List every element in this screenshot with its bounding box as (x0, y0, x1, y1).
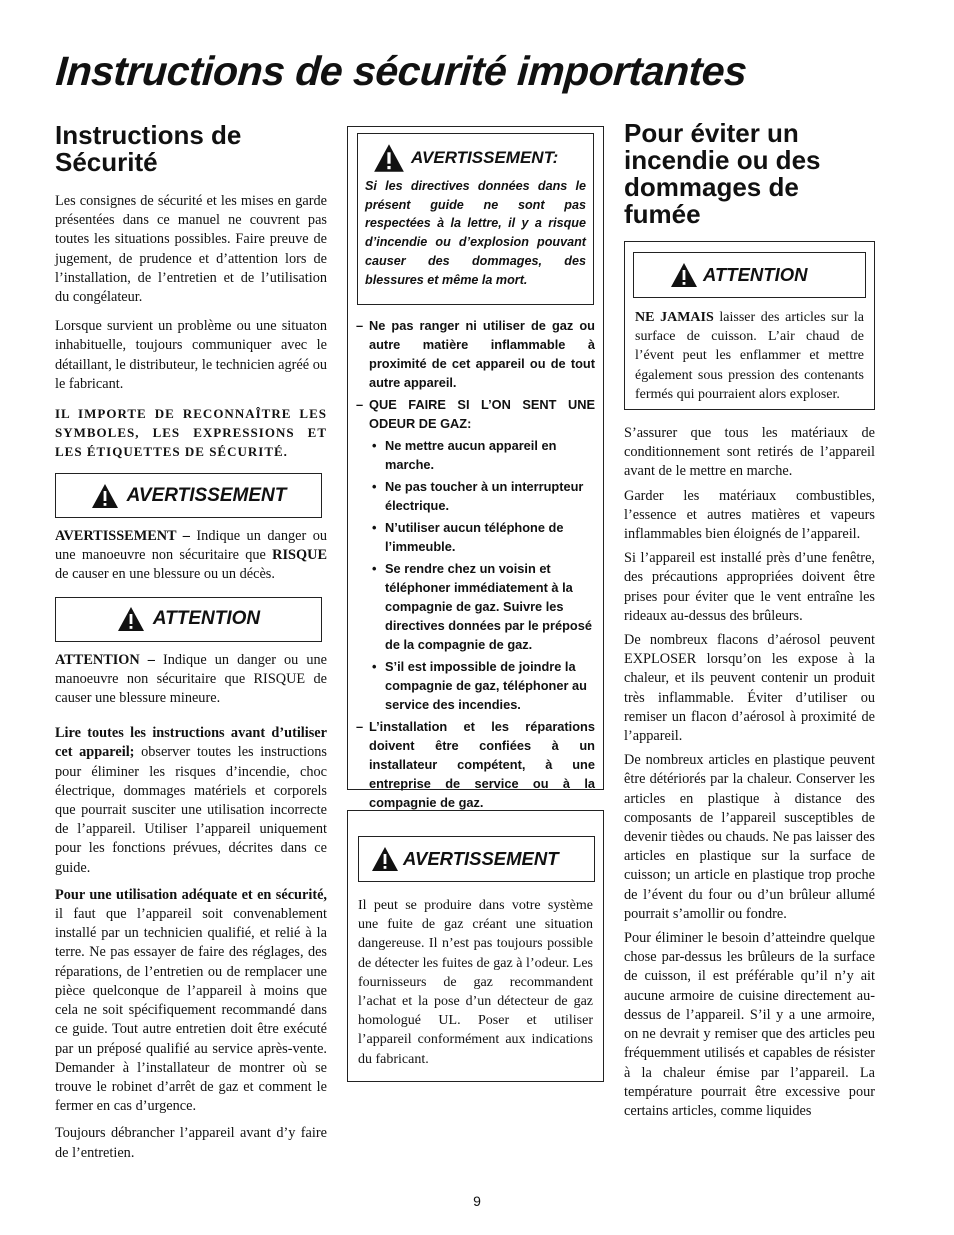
plastic-paragraph: De nombreux articles en plastique peuvent être détériorés par la chaleur. Conserver les articles en plastique à distance des composants de l’appareil susceptibles de devenir tièdes ou chauds. Ne pas laisser des articles en plastique sur la surface de cuisson; un article en plastique trop proche de l’évent du four ou d’un brûleur allumé pourrait s’amollir ou fondre. (624, 752, 875, 922)
sub-list-item: • Ne pas toucher à un interrupteur électrique. (372, 479, 584, 513)
intro-paragraph: Les consignes de sécurité et les mises en garde présentées dans ce manuel ne couvrent pas toutes les situations possibles. Faire preuve de jugement, de prudence et d’attention lors de l’installation, de l’entretien et de l’utilisation du congélateur. (55, 193, 327, 306)
sub-list-item: • S’il est impossible de joindre la compagnie de gaz, téléphoner au service des incendies. (372, 659, 587, 712)
gas-warning-label: AVERTISSEMENT: (411, 148, 559, 167)
middle-column (347, 126, 604, 1082)
attention-panel (624, 241, 875, 410)
gas-warning-inner-box (357, 133, 594, 305)
sub-list-item: • N’utiliser aucun téléphone de l’immeuble. (372, 520, 564, 554)
gas-leak-warning-panel (347, 810, 604, 1082)
attention-label-box (633, 252, 866, 298)
aerosol-paragraph: De nombreux flacons d’aérosol peuvent EXPLOSER lorsqu’on les expose à la chaleur, et ils peuvent contenir un produit très inflammable. Éviter d’utiliser ou remiser un flacon d’aérosol à proximité de l’appareil. (624, 632, 875, 745)
attention-text: NE JAMAIS laisser des articles sur la surface de cuisson. L’air chaud de l’évent peut les enflammer et mettre également sous pression des contenants fermés qui pourraient alors exploser. (635, 310, 865, 402)
combustibles-paragraph: Garder les matériaux combustibles, l’essence et autres matières et vapeurs inflammables bien éloignés de l’appareil. (624, 487, 875, 543)
problem-paragraph: Lorsque survient un problème ou une situaton inhabituelle, toujours communiquer avec le détaillant, le distributeur, le technicien agréé ou le fabricant. (55, 318, 327, 392)
warning-triangle-icon (371, 846, 399, 872)
warning-label: AVERTISSEMENT (126, 484, 287, 506)
gas-leak-warning-text: Il peut se produire dans votre système une fuite de gaz créant une situation dangereuse. Il n’est pas toujours possible de détecter les fuites de gaz à l’odeur. Les fournisseurs de gaz recommandent l’achat et la pose d’un détecteur de gaz homologué UL. Poser et utiliser l’appareil conformément aux indications du fabricant. (358, 898, 593, 1067)
sub-list-item: • Se rendre chez un voisin et téléphoner immédiatement à la compagnie de gaz. Suivre les directives données par le préposé de la compagnie de gaz. (372, 561, 592, 652)
warning-definition: AVERTISSEMENT – Indique un danger ou une manoeuvre non sécuritaire que RISQUE de causer en une blessure ou un décès. (55, 528, 327, 583)
attention-definition: ATTENTION – Indique un danger ou une manoeuvre non sécuritaire que RISQUE de causer une blessure mineure. (55, 651, 328, 707)
gas-warning-panel (347, 126, 604, 810)
proper-use-paragraph: Pour une utilisation adéquate et en sécurité, il faut que l’appareil soit convenablement installé par un technicien qualifié, et relié à la terre. Ne pas essayer de faire des réglages, des réparations, de l’entretien ou de remplacer une pièce quelconque de l’appareil à moins que cela ne soit spécifiquement recommandé dans ce guide. Tout autre entretien doit être exécuté par un préposé qualifié au service après-vente. Demander à l’installateur de montrer où se trouve le robinet d’arrêt de gaz et comment le fermer en cas d’urgence. (55, 886, 327, 1115)
attention-label-box (55, 597, 322, 642)
list-item: – QUE FAIRE SI L’ON SENT UNE ODEUR DE GAZ: (356, 397, 595, 431)
left-column (55, 122, 327, 1173)
gas-leak-warning-label: AVERTISSEMENT (403, 848, 559, 869)
warning-triangle-icon (117, 606, 145, 632)
list-item: – L’installation et les réparations doivent être confiées à un installateur compétent, à une entreprise de service ou à la compagnie de gaz. (356, 719, 595, 810)
window-paragraph: Si l’appareil est installé près d’une fenêtre, des précautions appropriées doivent être prises pour éviter que le vent entraîne les rideaux au-dessus des brûleurs. (624, 550, 875, 624)
packaging-paragraph: S’assurer que tous les matériaux de conditionnement sont retirés de l’appareil avant de le mettre en marche. (624, 425, 875, 480)
page-number: 9 (473, 1193, 481, 1209)
right-column (624, 120, 875, 1121)
attention-label: ATTENTION (703, 264, 808, 285)
page-title: Instructions de sécurité importantes (54, 48, 749, 94)
list-item: – Ne pas ranger ni utiliser de gaz ou autre matière inflammable à proximité de cet appareil ou de tout autre appareil. (356, 318, 595, 390)
warning-triangle-icon (91, 483, 119, 509)
gas-instructions (356, 316, 595, 812)
warning-triangle-icon (670, 262, 698, 288)
read-instructions-paragraph: Lire toutes les instructions avant d’utiliser cet appareil; observer toutes les instructions pour éliminer les risques d’incendie, choc électrique, dommages matériels et corporels que pourrait susciter une utilisation incorrecte de l’appareil. Utiliser l’appareil uniquement pour les fonctions prévues, décrites dans ce guide. (55, 725, 327, 876)
unplug-paragraph: Toujours débrancher l’appareil avant d’y faire de l’entretien. (55, 1125, 327, 1161)
section-heading-fire: Pour éviter un incendie ou des dommages de fumée (624, 118, 821, 229)
attention-label: ATTENTION (152, 608, 261, 630)
symbols-note: IL IMPORTE DE RECONNAÎTRE LES SYMBOLES, LES EXPRESSIONS ET LES ÉTIQUETTES DE SÉCURITÉ. (55, 406, 327, 460)
section-heading-instructions: Instructions de Sécurité (55, 120, 242, 177)
gas-warning-text: Si les directives données dans le présent guide ne sont pas respectées à la lettre, il y a risque d’incendie ou d’explosion pouvant causer des dommages, des blessures et même la mort. (365, 179, 586, 287)
gas-leak-label-box (358, 836, 595, 882)
sub-list-item: • Ne mettre aucun appareil en marche. (372, 438, 557, 472)
cabinet-paragraph: Pour éliminer le besoin d’atteindre quelque chose par-dessus les brûleurs de la surface de cuisson, il est préférable qu’il n’y ait aucune armoire de cuisine directement au-dessus de l’appareil. S’il y a une armoire, on ne devrait y remiser que des articles peu fréquemment utilisés et capables de résister à la chaleur émise par l’appareil. La température pourrait être excessive pour certains articles, comme liquides (624, 930, 875, 1119)
warning-label-box (55, 473, 322, 518)
warning-triangle-icon (373, 143, 405, 173)
